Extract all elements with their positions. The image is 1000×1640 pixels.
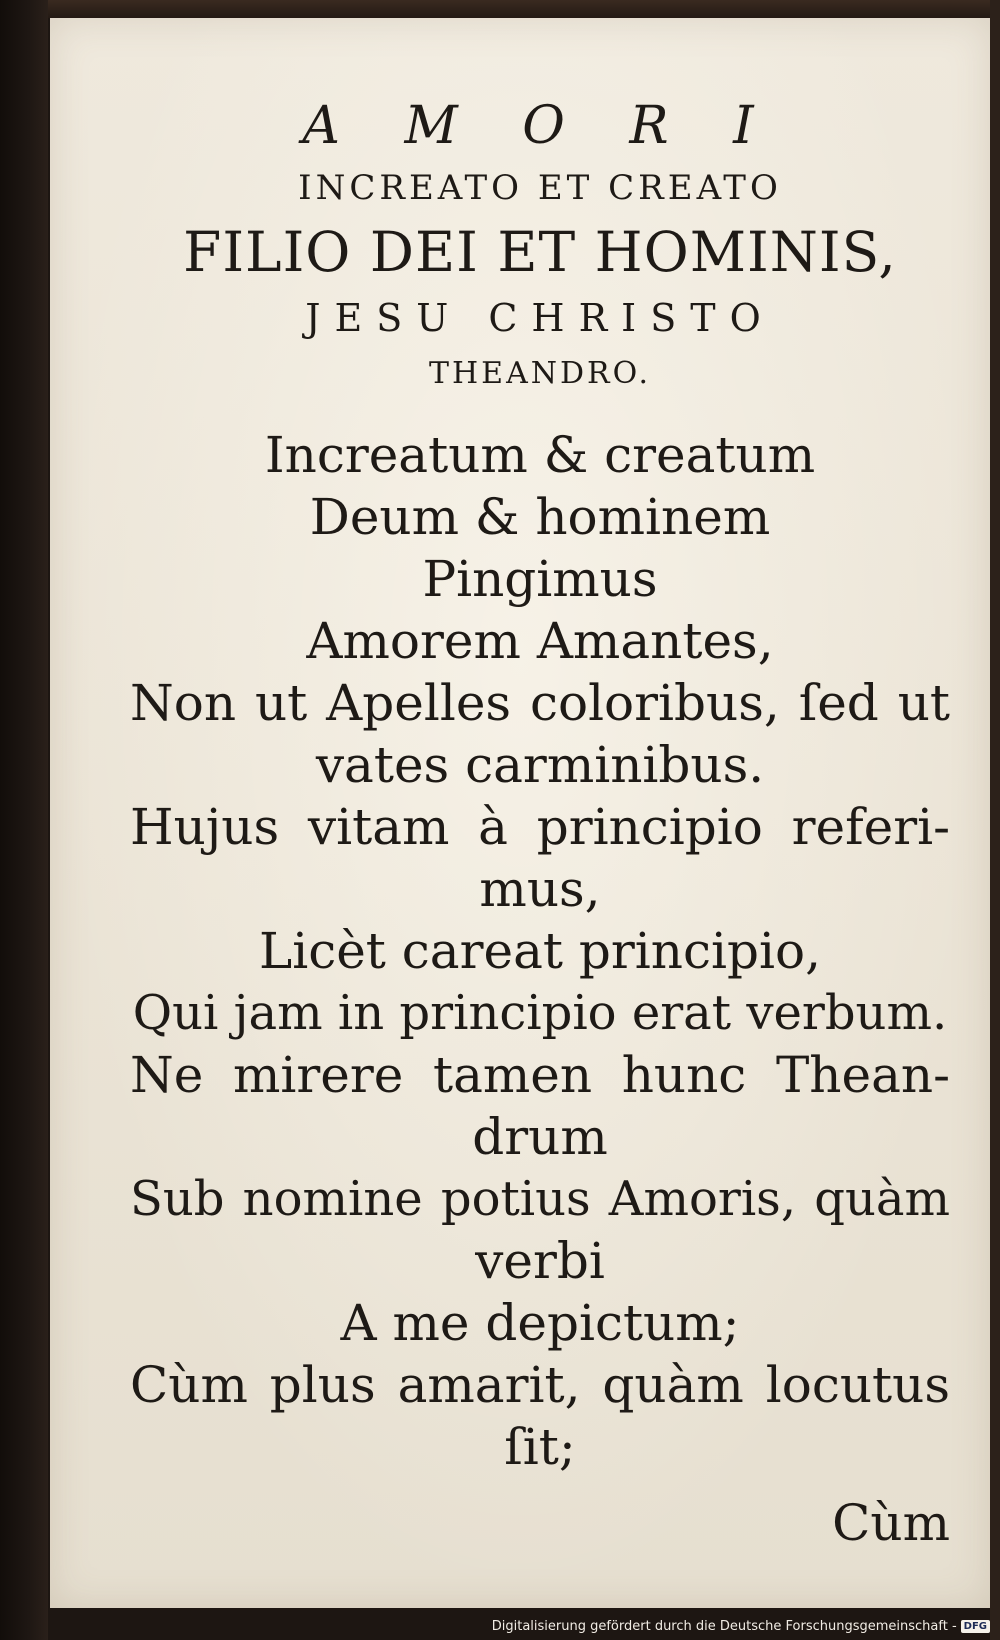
verse-line: Cùm plus amarit, quàm locutus	[130, 1356, 950, 1414]
heading-theandro: THEANDRO.	[429, 356, 651, 391]
book-page	[50, 18, 990, 1608]
verse-line: ſit;	[504, 1418, 576, 1476]
verse-line: Amorem Amantes,	[306, 612, 774, 670]
verse-line: Ne mirere tamen hunc Thean-	[130, 1046, 950, 1104]
verse-line: vates carminibus.	[315, 736, 765, 794]
book-binding-right	[990, 0, 1000, 1640]
verse-line: Deum & hominem	[309, 488, 771, 546]
book-binding-left	[0, 0, 48, 1640]
heading-jesu-christo: JESU CHRISTO	[305, 296, 775, 340]
catchword: Cùm	[832, 1494, 950, 1552]
verse-line: Increatum & creatum	[264, 426, 816, 484]
verse-line: Qui jam in principio erat verbum.	[132, 985, 948, 1041]
verse-line: A me depictum;	[340, 1294, 740, 1352]
verse-line: Pingimus	[422, 550, 658, 608]
heading-amori: A M O R I	[302, 96, 778, 156]
verse-line: Sub nomine potius Amoris, quàm	[130, 1171, 950, 1227]
dfg-logo-icon: DFG	[961, 1620, 990, 1633]
digitization-credit	[492, 1619, 990, 1634]
verse-line: Licèt careat principio,	[259, 922, 821, 980]
heading-increato: INCREATO ET CREATO	[298, 168, 782, 208]
verse-line: drum	[472, 1108, 608, 1166]
verse-line: verbi	[475, 1232, 605, 1290]
verse-line: Non ut Apelles coloribus, ſed ut	[130, 674, 950, 732]
heading-filio-dei: FILIO DEI ET HOMINIS,	[183, 220, 897, 284]
credit-text: Digitalisierung gefördert durch die Deutsche Forschungsgemeinschaft -	[491, 1619, 957, 1634]
verse-line: Hujus vitam à principio referi-	[130, 798, 950, 856]
verse-line: mus,	[479, 860, 601, 918]
book-binding-top	[48, 0, 1000, 18]
